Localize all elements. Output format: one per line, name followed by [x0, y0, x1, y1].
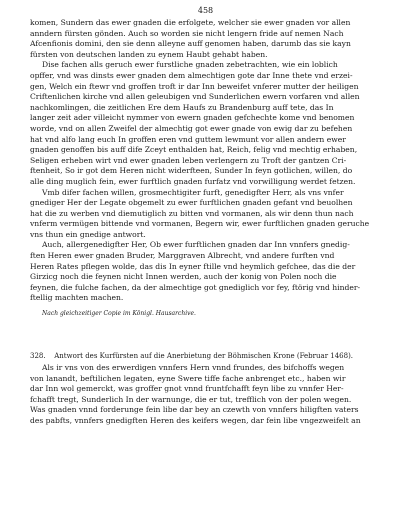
- paragraph-auch: [30, 240, 402, 304]
- section-body: [30, 363, 402, 427]
- text-line: feynen, die fulche fachen, da der almechtige got gnediglich vor fey, ftörig vnd hinder-: [30, 282, 361, 292]
- text-line: hat die zu werben vnd diemutiglich zu bitten vnd vormanen, als wir denn thun nach: [30, 208, 354, 218]
- text-line: nachkomlingen, die zeitlichen Ere dem Haufs zu Brandenburg auff tete, das In: [30, 102, 334, 112]
- text-line: gnaden genoffen bis auff dife Zceyt enthalden hat, Reich, felig vnd mechtig erhaben,: [30, 145, 358, 155]
- text-line: vns thun ein gnedige antwort.: [30, 229, 146, 239]
- page-body: [30, 18, 402, 427]
- section-number: 328.: [30, 352, 46, 361]
- text-line: Auch, allergenedigfter Her, Ob ewer furftlichen gnaden dar Inn vnnfers gnedig-: [42, 240, 350, 250]
- text-line: des pabfts, vnnfers gnedigften Heren des keifers wegen, dar fein libe vngezweifelt an: [30, 416, 361, 425]
- text-line: ftellig machten machen.: [30, 293, 124, 303]
- paragraph-continuation: [30, 18, 402, 60]
- text-line: fchafft tregt, Sunderlich In der warnunge, die er tut, trefflich von der polen wegen.: [30, 394, 352, 404]
- text-line: fürsten von deutschen landen zu eynem Haubt gehabt haben.: [30, 49, 268, 59]
- paragraph-vmb-difer: [30, 188, 402, 241]
- text-line: worde, vnd on allen Zweifel der almechtig got ewer gnade von ewig dar zu befehen: [30, 123, 353, 133]
- text-line: alle ding muglich fein, ewer furftlich gnaden furfatz vnd vorwilligung werdet fetzen.: [30, 176, 356, 186]
- text-line: ftenheit, So ir got dem Heren nicht widerfteen, Sunder In feyn gotlichen, willen, do: [30, 166, 353, 176]
- source-note: Nach gleichzeitiger Copie im Königl. Hausarchive.: [42, 310, 196, 318]
- text-line: dar Inn wol gemerckt, was groffer gnot vnnd fruntfchafft feyn libe zu vnnfer Her-: [30, 384, 344, 394]
- section-heading: [30, 350, 402, 363]
- text-line: Afcenfionis domini, den sie denn alleyne auff genomen haben, darumb das sie kayn: [30, 39, 351, 49]
- page-number: 458: [197, 6, 214, 15]
- text-line: gen, Welch ein ftewr vnd groffen troft ir dar Inn beweifet vnferer mutter der heiligen: [30, 81, 359, 91]
- text-line: opffer, vnd was dinsts ewer gnaden dem almechtigen gote dar Inne thete vnd erzei-: [30, 70, 353, 80]
- section-title: Antwort des Kurfürsten auf die Anerbietung der Böhmischen Krone (Februar 1468).: [54, 352, 354, 361]
- text-line: anndern fürsten gönden. Auch so worden sie nicht lengern fride auf nemen Nach: [30, 28, 344, 38]
- text-line: Girzicg noch die feynen nicht Innen werden, auch der konig von Polen noch die: [30, 272, 337, 282]
- spacer: [30, 320, 402, 350]
- text-line: Dise fachen alls geruch ewer furstliche gnaden zebetrachten, wie ein loblich: [42, 60, 338, 70]
- text-line: Vmb difer fachen willen, grosmechtigiter furft, genedigfter Herr, als vns vnfer: [42, 187, 344, 197]
- text-line: langer zeit ader villeicht nymmer von ewern gnaden gefchechte kome vnd benomen: [30, 113, 355, 123]
- text-line: Criftenlichen kirche vnd allen geleubigen vnd Sunderlichen ewern vorfaren vnd allen: [30, 92, 360, 102]
- text-line: Seligen erheben wirt vnd ewer gnaden leben verlengern zu Troft der gantzen Cri-: [30, 155, 347, 165]
- text-line: hat vnd alfo lang euch In groffen eren vnd guttem lewmunt vor allen andern ewer: [30, 134, 346, 144]
- text-line: Was gnaden vnnd forderunge fein libe dar bey an czewth von vnnfers hiligften vaters: [30, 405, 359, 415]
- text-line: gnediger Her der Legate obgemelt zu ewer furftlichen gnaden gefant vnd beuolhen: [30, 198, 353, 208]
- text-line: von lanandt, beftilichen legaten, eyne Swere tiffe fache anbrenget etc., haben wir: [30, 373, 346, 383]
- text-line: Als ir vns von des erwerdigen vnnfers Hern vnnd frundes, des bifchoffs wegen: [42, 363, 345, 373]
- text-line: komen, Sundern das ewer gnaden die erfolgete, welcher sie ewer gnaden vor allen: [30, 18, 351, 27]
- text-line: vnferm vermügen bittende vnd vormanen, Begern wir, ewer furftlichen gnaden geruche: [30, 219, 370, 229]
- paragraph-dise-fachen: [30, 60, 402, 187]
- text-line: Heren Rates pflegen wolde, das dis In eyner ftille vnd heymlich gefchee, das die der: [30, 261, 356, 271]
- text-line: ften Heren ewer gnaden Bruder, Marggraven Albrecht, vnd andere furften vnd: [30, 251, 335, 261]
